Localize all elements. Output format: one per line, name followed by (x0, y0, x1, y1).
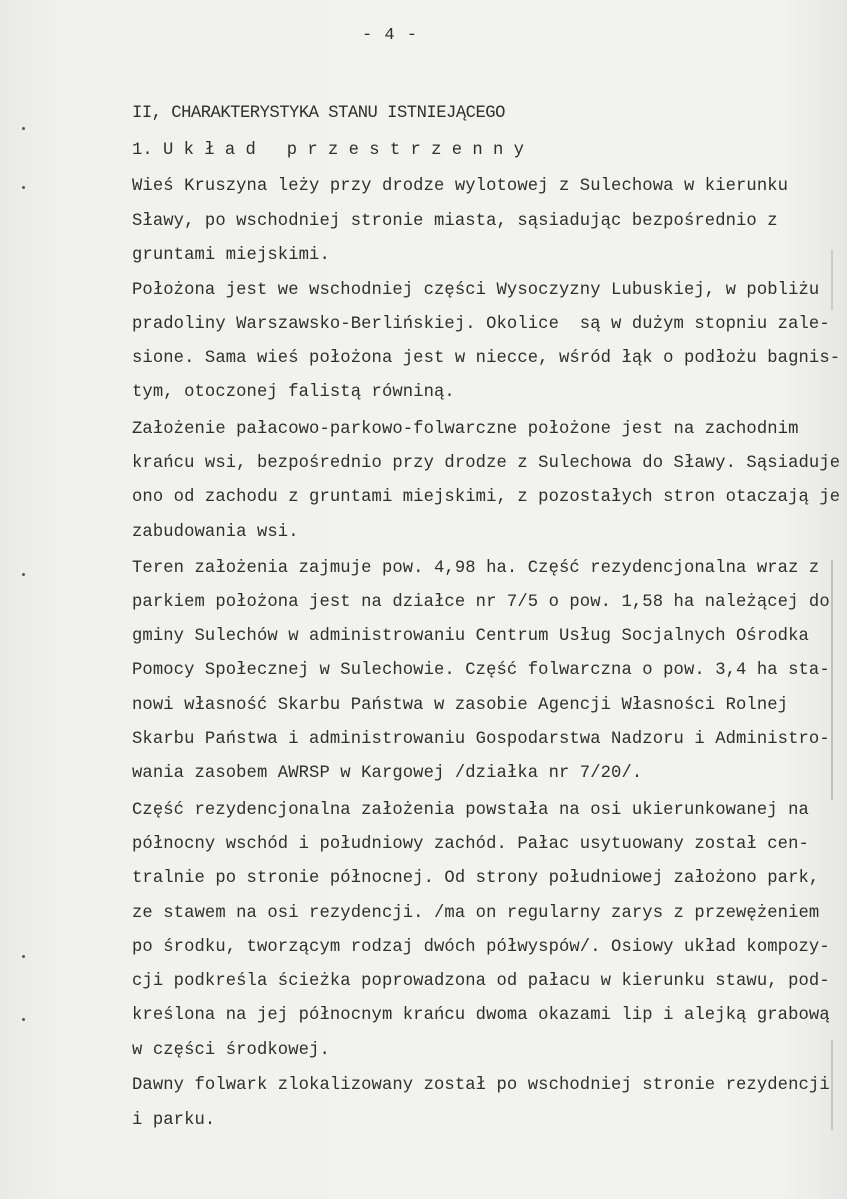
scan-speck (22, 1018, 25, 1021)
text-line: gminy Sulechów w administrowaniu Centrum Usług Socjalnych Ośrodka (132, 627, 809, 646)
scan-speck (22, 573, 25, 576)
text-line: Teren założenia zajmuje pow. 4,98 ha. Część rezydencjonalna wraz z (132, 559, 820, 578)
text-line: sione. Sama wieś położona jest w niecce, wśród łąk o podłożu bagnis- (132, 349, 841, 368)
text-line: Założenie pałacowo-parkowo-folwarczne położone jest na zachodnim (132, 420, 799, 439)
text-line: Wieś Kruszyna leży przy drodze wylotowej z Sulechowa w kierunku (132, 177, 789, 196)
text-line: Pomocy Społecznej w Sulechowie. Część folwarczna o pow. 3,4 ha sta- (132, 661, 830, 680)
text-line: tym, otoczonej falistą równiną. (132, 383, 455, 402)
text-line: w części środkowej. (132, 1041, 330, 1060)
text-line: nowi własność Skarbu Państwa w zasobie Agencji Własności Rolnej (132, 696, 789, 715)
page-number: - 4 - (362, 26, 419, 45)
scan-speck (22, 186, 25, 189)
text-line: Dawny folwark zlokalizowany został po wschodniej stronie rezydencji (132, 1076, 830, 1095)
scan-speck (22, 127, 25, 130)
scan-edge-mark (831, 560, 833, 800)
text-line: cji podkreśla ścieżka poprowadzona od pałacu w kierunku stawu, pod- (132, 972, 830, 991)
text-line: ze stawem na osi rezydencji. /ma on regularny zarys z przewężeniem (132, 904, 820, 923)
text-line: gruntami miejskimi. (132, 246, 330, 265)
text-line: Część rezydencjonalna założenia powstała na osi ukierunkowanej na (132, 801, 809, 820)
text-line: kreślona na jej północnym krańcu dwoma okazami lip i alejką grabową (132, 1006, 830, 1025)
text-line: Skarbu Państwa i administrowaniu Gospodarstwa Nadzoru i Administro- (132, 730, 830, 749)
scan-edge-mark (831, 1040, 833, 1130)
text-line: Położona jest we wschodniej części Wysoczyzny Lubuskiej, w pobliżu (132, 281, 820, 300)
scan-edge-mark (831, 250, 833, 310)
text-line: zabudowania wsi. (132, 523, 299, 542)
subsection-heading: 1. U k ł a d p r z e s t r z e n n y (132, 141, 524, 160)
text-line: wania zasobem AWRSP w Kargowej /działka nr 7/20/. (132, 764, 643, 783)
text-line: po środku, tworzącym rodzaj dwóch półwyspów/. Osiowy układ kompozy- (132, 938, 830, 957)
text-line: Sławy, po wschodniej stronie miasta, sąsiadując bezpośrednio z (132, 212, 778, 231)
text-line: krańcu wsi, bezpośrednio przy drodze z Sulechowa do Sławy. Sąsiaduje (132, 454, 841, 473)
text-line: parkiem położona jest na działce nr 7/5 o pow. 1,58 ha należącej do (132, 593, 830, 612)
text-line: tralnie po stronie północnej. Od strony południowej założono park, (132, 869, 820, 888)
text-line: pradoliny Warszawsko-Berlińskiej. Okolice są w dużym stopniu zale- (132, 315, 830, 334)
section-heading: II, CHARAKTERYSTYKA STANU ISTNIEJĄCEGO (132, 104, 505, 123)
text-line: ono od zachodu z gruntami miejskimi, z pozostałych stron otaczają je (132, 488, 841, 507)
text-line: północny wschód i południowy zachód. Pałac usytuowany został cen- (132, 835, 809, 854)
scan-speck (22, 955, 25, 958)
text-line: i parku. (132, 1111, 216, 1130)
